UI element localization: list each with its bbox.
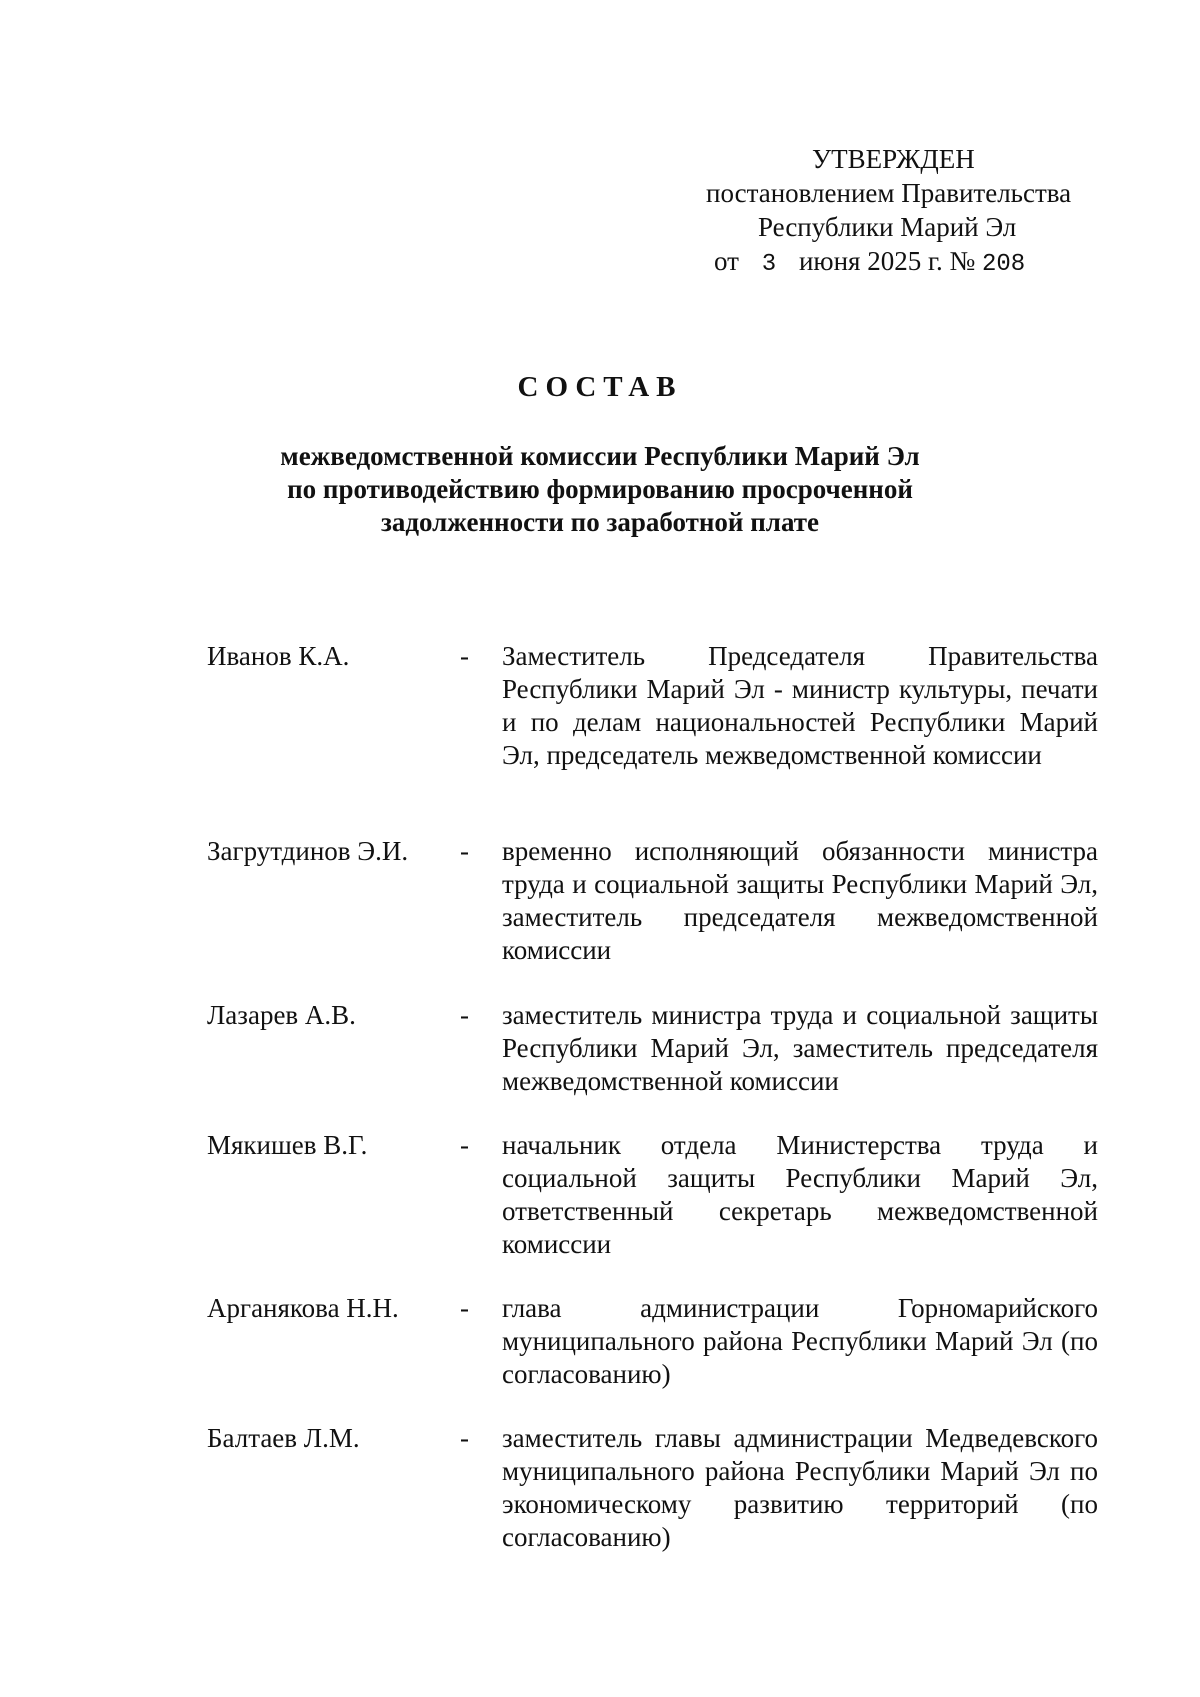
document-subtitle xyxy=(200,440,1000,539)
member-name: Лазарев А.В. xyxy=(207,1000,356,1030)
approval-date-prefix: от xyxy=(714,246,739,276)
subtitle-line-1: межведомственной комиссии Республики Марий Эл xyxy=(280,441,920,471)
member-role: глава администрации Горномарийского муниципального района Республики Марий Эл (по согласованию) xyxy=(502,1293,1098,1389)
approval-date-month-year: июня 2025 г. № xyxy=(798,246,976,276)
member-name: Иванов К.А. xyxy=(207,641,350,671)
member-dash: - xyxy=(460,836,469,866)
subtitle-line-2: по противодействию формированию просроченной xyxy=(287,474,913,504)
member-name: Загрутдинов Э.И. xyxy=(207,836,409,866)
member-role: временно исполняющий обязанности министра труда и социальной защиты Республики Марий Эл, заместитель председателя межведомственной комиссии xyxy=(502,836,1098,965)
approval-region: Республики Марий Эл xyxy=(758,212,1017,242)
approval-document-number: 208 xyxy=(981,251,1026,278)
approval-issuer: постановлением Правительства xyxy=(706,178,1072,208)
member-role: заместитель главы администрации Медведевского муниципального района Республики Марий Эл по экономическому развитию территорий (по согласованию) xyxy=(502,1423,1098,1552)
approval-stamp-block xyxy=(700,142,1100,282)
member-role: заместитель министра труда и социальной защиты Республики Марий Эл, заместитель председателя межведомственной комиссии xyxy=(502,1000,1098,1096)
approval-heading: УТВЕРЖДЕН xyxy=(812,144,975,174)
approval-date-day: 3 xyxy=(761,251,777,278)
member-dash: - xyxy=(460,1000,469,1030)
member-dash: - xyxy=(460,1130,469,1160)
member-name: Мякишев В.Г. xyxy=(207,1130,368,1160)
member-role: Заместитель Председателя Правительства Республики Марий Эл - министр культуры, печати и по делам национальностей Республики Марий Эл, председатель межведомственной комиссии xyxy=(502,641,1098,770)
member-dash: - xyxy=(460,1423,469,1453)
document-title: СОСТАВ xyxy=(517,371,683,403)
member-name: Арганякова Н.Н. xyxy=(207,1293,399,1323)
approval-date-line xyxy=(700,244,1100,282)
member-dash: - xyxy=(460,641,469,671)
subtitle-line-3: задолженности по заработной плате xyxy=(380,507,819,537)
member-dash: - xyxy=(460,1293,469,1323)
member-role: начальник отдела Министерства труда и социальной защиты Республики Марий Эл, ответственный секретарь межведомственной комиссии xyxy=(502,1130,1098,1259)
member-name: Балтаев Л.М. xyxy=(207,1423,360,1453)
